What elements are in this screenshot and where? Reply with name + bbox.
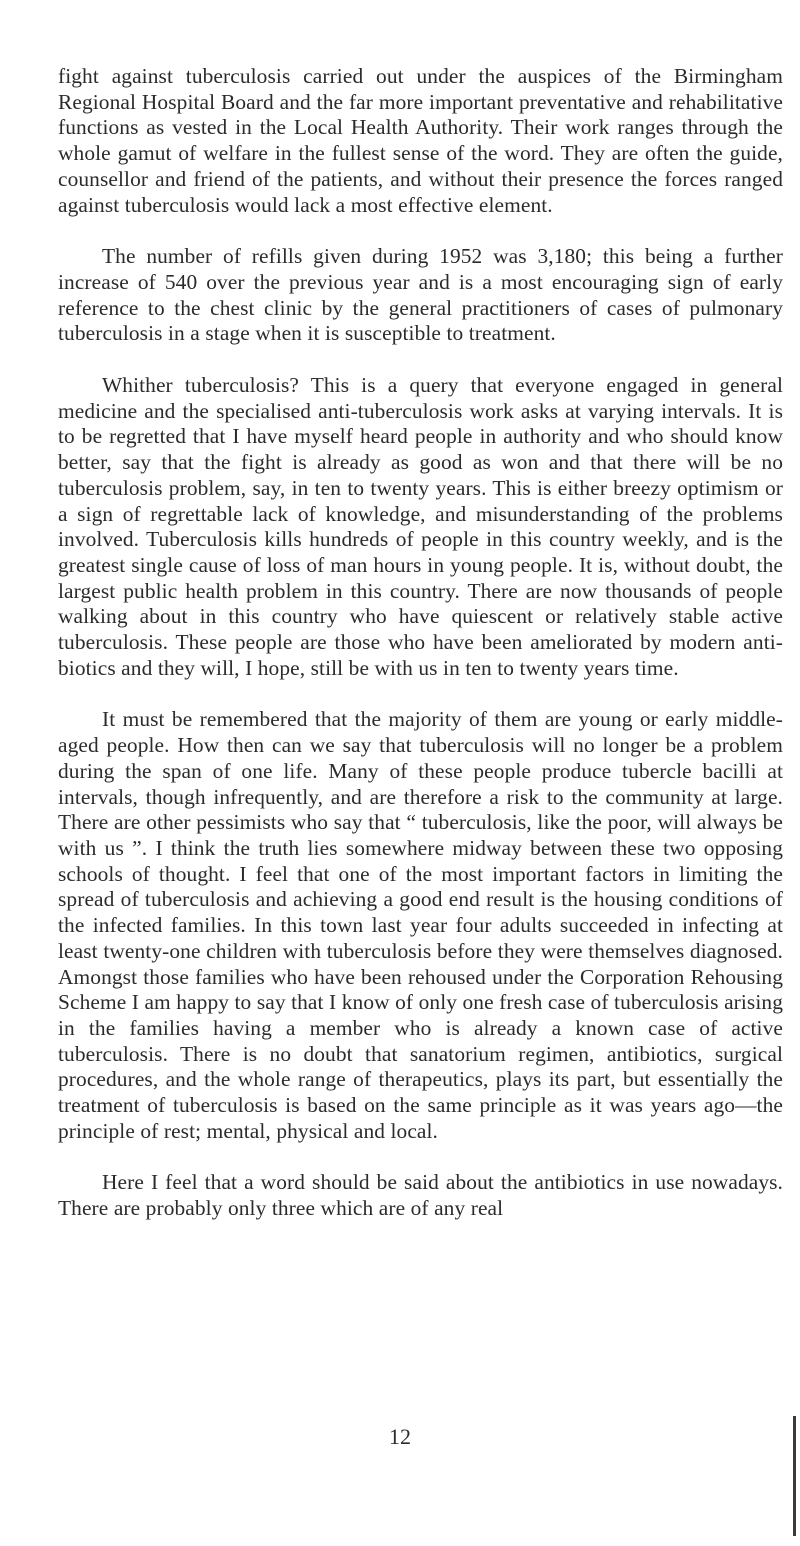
body-text xyxy=(58,64,783,1248)
paragraph-1: fight against tuberculosis carried out under the auspices of the Birmingham Regional Hospital Board and the far more important preventative and rehabilitative functions as vested in the Local Health Authority. Their work ranges through the whole gamut of welfare in the fullest sense of the word. They are often the guide, counsellor and friend of the patients, and without their presence the forces ranged against tuberculosis would lack a most effective element. xyxy=(58,64,783,217)
page-number: 12 xyxy=(389,1424,411,1449)
paragraph-3: Whither tuberculosis? This is a query that everyone engaged in general medicine and the specialised anti-tuberculosis work asks at varying intervals. It is to be regretted that I have myself heard people in authority and who should know better, say that the fight is already as good as won and that there will be no tuberculosis problem, say, in ten to twenty years. This is either breezy optimism or a sign of regrettable lack of knowledge, and misunderstanding of the problems involved. Tuberculosis kills hundreds of people in this country weekly, and is the greatest single cause of loss of man hours in young people. It is, without doubt, the largest public health problem in this country. There are now thousands of people walking about in this country who have quiescent or relatively stable active tuberculosis. These people are those who have been ameliorated by modern anti-biotics and they will, I hope, still be with us in ten to twenty years time. xyxy=(58,373,783,680)
paragraph-2: The number of refills given during 1952 was 3,180; this being a further increase of 540 over the previous year and is a most encouraging sign of early reference to the chest clinic by the general practitioners of cases of pulmonary tuberculosis in a stage when it is susceptible to treatment. xyxy=(58,244,783,346)
scan-edge-mark xyxy=(793,1416,796,1536)
paragraph-5: Here I feel that a word should be said about the antibiotics in use nowadays. There are probably only three which are of any real xyxy=(58,1170,783,1221)
paragraph-4: It must be remembered that the majority of them are young or early middle-aged people. How then can we say that tuberculosis will no longer be a problem during the span of one life. Many of these people produce tubercle bacilli at intervals, though infrequently, and are therefore a risk to the community at large. There are other pessimists who say that “ tuberculosis, like the poor, will always be with us ”. I think the truth lies somewhere midway between these two opposing schools of thought. I feel that one of the most important factors in limiting the spread of tuberculosis and achieving a good end result is the housing conditions of the infected families. In this town last year four adults succeeded in infecting at least twenty-one children with tuberculosis before they were themselves diagnosed. Amongst those families who have been rehoused under the Corporation Rehousing Scheme I am happy to say that I know of only one fresh case of tuberculosis arising in the families having a member who is already a known case of active tuberculosis. There is no doubt that sanatorium regimen, antibiotics, surgical procedures, and the whole range of therapeutics, plays its part, but essentially the treatment of tuberculosis is based on the same principle as it was years ago—the principle of rest; mental, physical and local. xyxy=(58,707,783,1143)
